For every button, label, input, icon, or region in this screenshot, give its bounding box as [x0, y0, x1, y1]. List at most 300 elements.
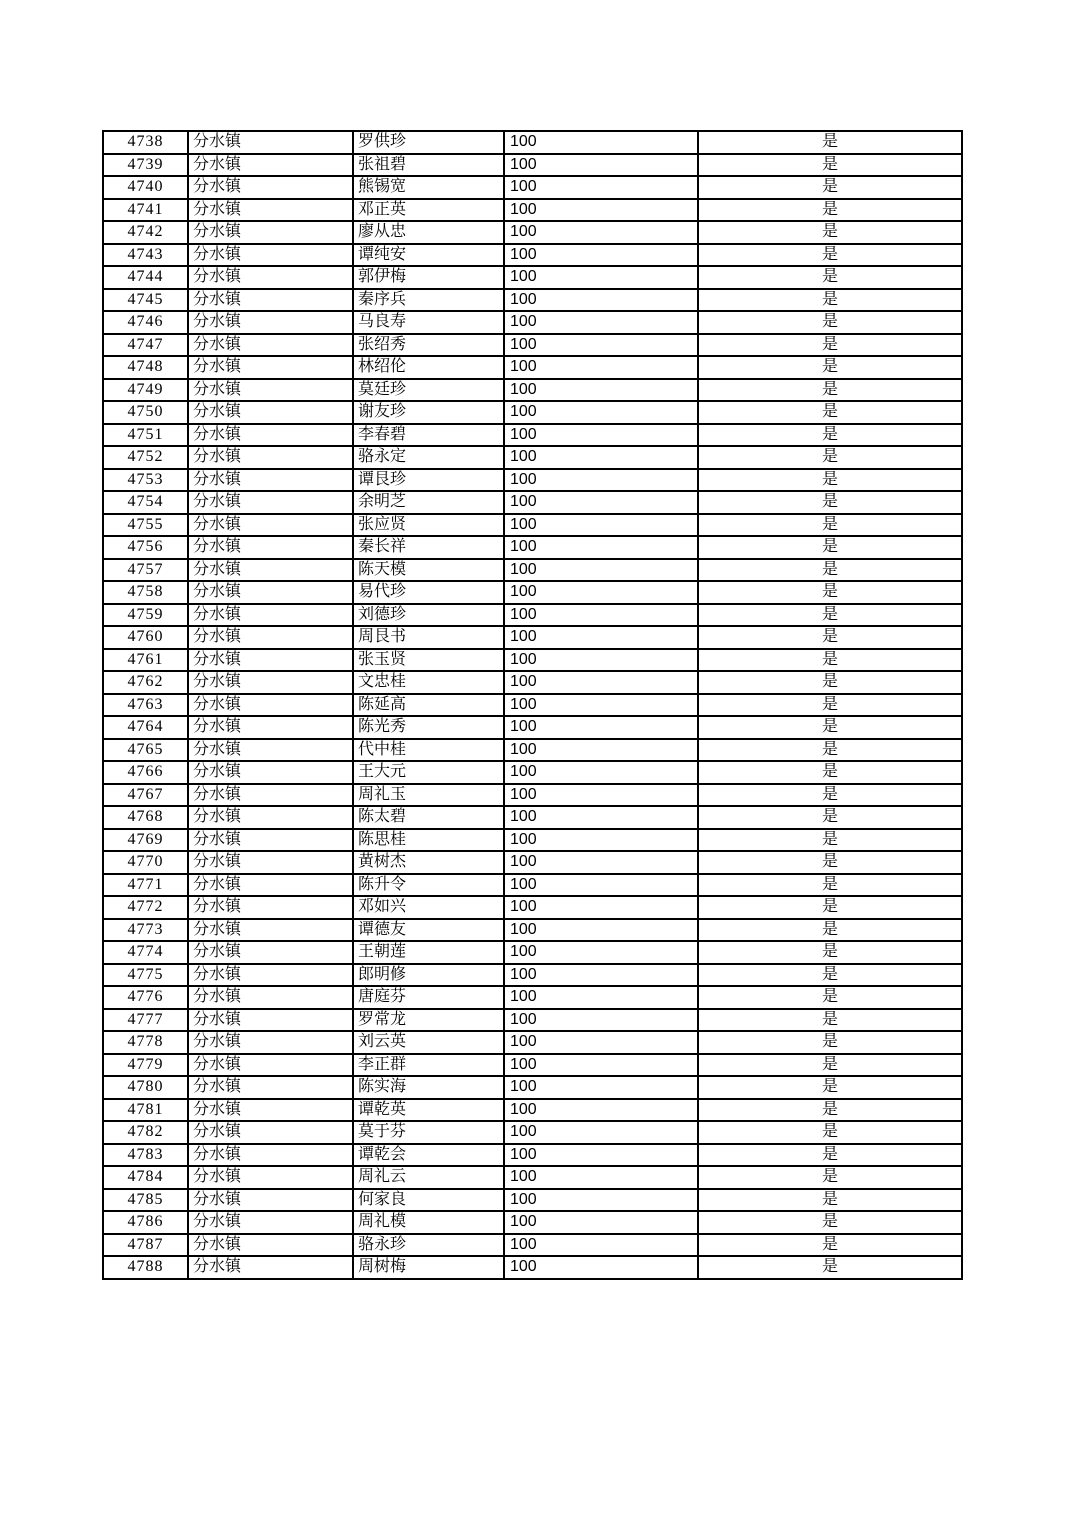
confirmed-cell: 是 [698, 1099, 962, 1122]
serial-number-cell: 4755 [103, 514, 188, 537]
person-name-cell: 廖从忠 [353, 221, 504, 244]
town-cell: 分水镇 [188, 1121, 353, 1144]
roster-table [102, 130, 963, 1280]
town-cell: 分水镇 [188, 536, 353, 559]
town-cell: 分水镇 [188, 1256, 353, 1279]
score-cell: 100 [504, 626, 698, 649]
town-cell: 分水镇 [188, 1166, 353, 1189]
table-row [103, 694, 962, 717]
score-cell: 100 [504, 424, 698, 447]
person-name-cell: 张绍秀 [353, 334, 504, 357]
score-cell: 100 [504, 199, 698, 222]
person-name-cell: 周礼模 [353, 1211, 504, 1234]
serial-number-cell: 4753 [103, 469, 188, 492]
score-cell: 100 [504, 829, 698, 852]
table-row [103, 1031, 962, 1054]
person-name-cell: 余明芝 [353, 491, 504, 514]
town-cell: 分水镇 [188, 1009, 353, 1032]
person-name-cell: 陈天模 [353, 559, 504, 582]
confirmed-cell: 是 [698, 919, 962, 942]
confirmed-cell: 是 [698, 1166, 962, 1189]
town-cell: 分水镇 [188, 199, 353, 222]
town-cell: 分水镇 [188, 739, 353, 762]
score-cell: 100 [504, 266, 698, 289]
confirmed-cell: 是 [698, 536, 962, 559]
confirmed-cell: 是 [698, 491, 962, 514]
person-name-cell: 谭艮珍 [353, 469, 504, 492]
person-name-cell: 唐庭芬 [353, 986, 504, 1009]
table-row [103, 581, 962, 604]
person-name-cell: 秦长祥 [353, 536, 504, 559]
confirmed-cell: 是 [698, 1189, 962, 1212]
table-row [103, 986, 962, 1009]
serial-number-cell: 4761 [103, 649, 188, 672]
town-cell: 分水镇 [188, 176, 353, 199]
table-row [103, 739, 962, 762]
person-name-cell: 刘云英 [353, 1031, 504, 1054]
town-cell: 分水镇 [188, 941, 353, 964]
table-row [103, 334, 962, 357]
table-row [103, 356, 962, 379]
table-row [103, 761, 962, 784]
confirmed-cell: 是 [698, 581, 962, 604]
table-row [103, 1189, 962, 1212]
person-name-cell: 邓如兴 [353, 896, 504, 919]
person-name-cell: 王大元 [353, 761, 504, 784]
serial-number-cell: 4775 [103, 964, 188, 987]
score-cell: 100 [504, 356, 698, 379]
person-name-cell: 骆永珍 [353, 1234, 504, 1257]
person-name-cell: 刘德珍 [353, 604, 504, 627]
table-row [103, 244, 962, 267]
confirmed-cell: 是 [698, 131, 962, 154]
town-cell: 分水镇 [188, 1234, 353, 1257]
score-cell: 100 [504, 154, 698, 177]
confirmed-cell: 是 [698, 1144, 962, 1167]
table-row [103, 199, 962, 222]
confirmed-cell: 是 [698, 739, 962, 762]
score-cell: 100 [504, 986, 698, 1009]
score-cell: 100 [504, 784, 698, 807]
confirmed-cell: 是 [698, 964, 962, 987]
town-cell: 分水镇 [188, 671, 353, 694]
score-cell: 100 [504, 1076, 698, 1099]
table-row [103, 806, 962, 829]
serial-number-cell: 4772 [103, 896, 188, 919]
table-row [103, 649, 962, 672]
table-row [103, 626, 962, 649]
town-cell: 分水镇 [188, 986, 353, 1009]
table-row [103, 1256, 962, 1279]
town-cell: 分水镇 [188, 424, 353, 447]
serial-number-cell: 4770 [103, 851, 188, 874]
person-name-cell: 莫廷珍 [353, 379, 504, 402]
table-row [103, 289, 962, 312]
score-cell: 100 [504, 1211, 698, 1234]
confirmed-cell: 是 [698, 1211, 962, 1234]
score-cell: 100 [504, 874, 698, 897]
table-row [103, 1234, 962, 1257]
table-row [103, 919, 962, 942]
confirmed-cell: 是 [698, 176, 962, 199]
serial-number-cell: 4767 [103, 784, 188, 807]
town-cell: 分水镇 [188, 1076, 353, 1099]
score-cell: 100 [504, 1031, 698, 1054]
confirmed-cell: 是 [698, 334, 962, 357]
serial-number-cell: 4751 [103, 424, 188, 447]
score-cell: 100 [504, 671, 698, 694]
town-cell: 分水镇 [188, 604, 353, 627]
person-name-cell: 黄树杰 [353, 851, 504, 874]
person-name-cell: 谭纯安 [353, 244, 504, 267]
town-cell: 分水镇 [188, 401, 353, 424]
person-name-cell: 罗供珍 [353, 131, 504, 154]
person-name-cell: 熊锡宽 [353, 176, 504, 199]
serial-number-cell: 4744 [103, 266, 188, 289]
score-cell: 100 [504, 514, 698, 537]
town-cell: 分水镇 [188, 491, 353, 514]
table-row [103, 1121, 962, 1144]
serial-number-cell: 4746 [103, 311, 188, 334]
serial-number-cell: 4771 [103, 874, 188, 897]
town-cell: 分水镇 [188, 896, 353, 919]
score-cell: 100 [504, 401, 698, 424]
town-cell: 分水镇 [188, 559, 353, 582]
confirmed-cell: 是 [698, 1031, 962, 1054]
confirmed-cell: 是 [698, 289, 962, 312]
town-cell: 分水镇 [188, 784, 353, 807]
serial-number-cell: 4749 [103, 379, 188, 402]
table-row [103, 221, 962, 244]
person-name-cell: 谭乾会 [353, 1144, 504, 1167]
confirmed-cell: 是 [698, 851, 962, 874]
table-row [103, 874, 962, 897]
serial-number-cell: 4758 [103, 581, 188, 604]
town-cell: 分水镇 [188, 806, 353, 829]
confirmed-cell: 是 [698, 311, 962, 334]
serial-number-cell: 4743 [103, 244, 188, 267]
town-cell: 分水镇 [188, 1189, 353, 1212]
confirmed-cell: 是 [698, 604, 962, 627]
confirmed-cell: 是 [698, 1076, 962, 1099]
town-cell: 分水镇 [188, 244, 353, 267]
person-name-cell: 林绍伦 [353, 356, 504, 379]
score-cell: 100 [504, 469, 698, 492]
town-cell: 分水镇 [188, 311, 353, 334]
serial-number-cell: 4754 [103, 491, 188, 514]
score-cell: 100 [504, 536, 698, 559]
table-row [103, 1009, 962, 1032]
town-cell: 分水镇 [188, 1031, 353, 1054]
confirmed-cell: 是 [698, 379, 962, 402]
confirmed-cell: 是 [698, 244, 962, 267]
table-row [103, 1166, 962, 1189]
confirmed-cell: 是 [698, 446, 962, 469]
person-name-cell: 陈升令 [353, 874, 504, 897]
score-cell: 100 [504, 244, 698, 267]
confirmed-cell: 是 [698, 424, 962, 447]
score-cell: 100 [504, 1009, 698, 1032]
serial-number-cell: 4773 [103, 919, 188, 942]
score-cell: 100 [504, 941, 698, 964]
person-name-cell: 陈太碧 [353, 806, 504, 829]
confirmed-cell: 是 [698, 694, 962, 717]
score-cell: 100 [504, 964, 698, 987]
town-cell: 分水镇 [188, 1211, 353, 1234]
person-name-cell: 邓正英 [353, 199, 504, 222]
town-cell: 分水镇 [188, 829, 353, 852]
serial-number-cell: 4766 [103, 761, 188, 784]
table-row [103, 1054, 962, 1077]
table-row [103, 896, 962, 919]
town-cell: 分水镇 [188, 154, 353, 177]
score-cell: 100 [504, 1234, 698, 1257]
confirmed-cell: 是 [698, 626, 962, 649]
town-cell: 分水镇 [188, 1054, 353, 1077]
table-row [103, 424, 962, 447]
person-name-cell: 周礼云 [353, 1166, 504, 1189]
confirmed-cell: 是 [698, 986, 962, 1009]
person-name-cell: 张玉贤 [353, 649, 504, 672]
confirmed-cell: 是 [698, 829, 962, 852]
table-row [103, 941, 962, 964]
person-name-cell: 何家良 [353, 1189, 504, 1212]
score-cell: 100 [504, 716, 698, 739]
confirmed-cell: 是 [698, 1256, 962, 1279]
person-name-cell: 周树梅 [353, 1256, 504, 1279]
confirmed-cell: 是 [698, 784, 962, 807]
score-cell: 100 [504, 289, 698, 312]
serial-number-cell: 4768 [103, 806, 188, 829]
confirmed-cell: 是 [698, 716, 962, 739]
town-cell: 分水镇 [188, 649, 353, 672]
score-cell: 100 [504, 334, 698, 357]
serial-number-cell: 4748 [103, 356, 188, 379]
town-cell: 分水镇 [188, 964, 353, 987]
town-cell: 分水镇 [188, 1099, 353, 1122]
score-cell: 100 [504, 1144, 698, 1167]
town-cell: 分水镇 [188, 1144, 353, 1167]
score-cell: 100 [504, 221, 698, 244]
score-cell: 100 [504, 131, 698, 154]
table-row [103, 1099, 962, 1122]
town-cell: 分水镇 [188, 694, 353, 717]
table-row [103, 469, 962, 492]
score-cell: 100 [504, 1099, 698, 1122]
person-name-cell: 谭德友 [353, 919, 504, 942]
person-name-cell: 骆永定 [353, 446, 504, 469]
town-cell: 分水镇 [188, 851, 353, 874]
table-row [103, 536, 962, 559]
table-row [103, 379, 962, 402]
serial-number-cell: 4784 [103, 1166, 188, 1189]
score-cell: 100 [504, 581, 698, 604]
person-name-cell: 代中桂 [353, 739, 504, 762]
score-cell: 100 [504, 379, 698, 402]
confirmed-cell: 是 [698, 1234, 962, 1257]
confirmed-cell: 是 [698, 941, 962, 964]
confirmed-cell: 是 [698, 896, 962, 919]
serial-number-cell: 4738 [103, 131, 188, 154]
person-name-cell: 李春碧 [353, 424, 504, 447]
person-name-cell: 陈延高 [353, 694, 504, 717]
confirmed-cell: 是 [698, 761, 962, 784]
table-row [103, 446, 962, 469]
score-cell: 100 [504, 1256, 698, 1279]
person-name-cell: 张祖碧 [353, 154, 504, 177]
score-cell: 100 [504, 446, 698, 469]
table-row [103, 1144, 962, 1167]
table-row [103, 829, 962, 852]
person-name-cell: 周礼玉 [353, 784, 504, 807]
score-cell: 100 [504, 919, 698, 942]
score-cell: 100 [504, 1121, 698, 1144]
table-row [103, 311, 962, 334]
table-row [103, 131, 962, 154]
confirmed-cell: 是 [698, 1121, 962, 1144]
person-name-cell: 郎明修 [353, 964, 504, 987]
serial-number-cell: 4777 [103, 1009, 188, 1032]
table-row [103, 1211, 962, 1234]
serial-number-cell: 4779 [103, 1054, 188, 1077]
serial-number-cell: 4739 [103, 154, 188, 177]
serial-number-cell: 4747 [103, 334, 188, 357]
score-cell: 100 [504, 1166, 698, 1189]
score-cell: 100 [504, 311, 698, 334]
person-name-cell: 马良寿 [353, 311, 504, 334]
score-cell: 100 [504, 649, 698, 672]
town-cell: 分水镇 [188, 919, 353, 942]
serial-number-cell: 4750 [103, 401, 188, 424]
town-cell: 分水镇 [188, 379, 353, 402]
confirmed-cell: 是 [698, 221, 962, 244]
serial-number-cell: 4764 [103, 716, 188, 739]
table-row [103, 671, 962, 694]
serial-number-cell: 4765 [103, 739, 188, 762]
serial-number-cell: 4752 [103, 446, 188, 469]
confirmed-cell: 是 [698, 199, 962, 222]
table-row [103, 716, 962, 739]
score-cell: 100 [504, 806, 698, 829]
score-cell: 100 [504, 896, 698, 919]
serial-number-cell: 4788 [103, 1256, 188, 1279]
serial-number-cell: 4787 [103, 1234, 188, 1257]
table-row [103, 559, 962, 582]
town-cell: 分水镇 [188, 874, 353, 897]
serial-number-cell: 4780 [103, 1076, 188, 1099]
serial-number-cell: 4759 [103, 604, 188, 627]
table-row [103, 266, 962, 289]
score-cell: 100 [504, 694, 698, 717]
confirmed-cell: 是 [698, 806, 962, 829]
confirmed-cell: 是 [698, 469, 962, 492]
score-cell: 100 [504, 176, 698, 199]
table-row [103, 851, 962, 874]
table-row [103, 176, 962, 199]
town-cell: 分水镇 [188, 716, 353, 739]
serial-number-cell: 4757 [103, 559, 188, 582]
confirmed-cell: 是 [698, 874, 962, 897]
person-name-cell: 李正群 [353, 1054, 504, 1077]
person-name-cell: 陈思桂 [353, 829, 504, 852]
serial-number-cell: 4763 [103, 694, 188, 717]
table-row [103, 964, 962, 987]
person-name-cell: 谢友珍 [353, 401, 504, 424]
serial-number-cell: 4782 [103, 1121, 188, 1144]
serial-number-cell: 4742 [103, 221, 188, 244]
serial-number-cell: 4760 [103, 626, 188, 649]
person-name-cell: 陈实海 [353, 1076, 504, 1099]
person-name-cell: 罗常龙 [353, 1009, 504, 1032]
score-cell: 100 [504, 739, 698, 762]
town-cell: 分水镇 [188, 289, 353, 312]
table-row [103, 604, 962, 627]
serial-number-cell: 4776 [103, 986, 188, 1009]
serial-number-cell: 4740 [103, 176, 188, 199]
table-body [103, 131, 962, 1279]
town-cell: 分水镇 [188, 581, 353, 604]
serial-number-cell: 4786 [103, 1211, 188, 1234]
person-name-cell: 张应贤 [353, 514, 504, 537]
serial-number-cell: 4783 [103, 1144, 188, 1167]
serial-number-cell: 4745 [103, 289, 188, 312]
score-cell: 100 [504, 761, 698, 784]
town-cell: 分水镇 [188, 761, 353, 784]
score-cell: 100 [504, 559, 698, 582]
score-cell: 100 [504, 491, 698, 514]
serial-number-cell: 4762 [103, 671, 188, 694]
person-name-cell: 谭乾英 [353, 1099, 504, 1122]
town-cell: 分水镇 [188, 469, 353, 492]
town-cell: 分水镇 [188, 334, 353, 357]
serial-number-cell: 4778 [103, 1031, 188, 1054]
confirmed-cell: 是 [698, 356, 962, 379]
confirmed-cell: 是 [698, 154, 962, 177]
person-name-cell: 文忠桂 [353, 671, 504, 694]
person-name-cell: 莫于芬 [353, 1121, 504, 1144]
town-cell: 分水镇 [188, 221, 353, 244]
confirmed-cell: 是 [698, 401, 962, 424]
person-name-cell: 秦序兵 [353, 289, 504, 312]
table-row [103, 154, 962, 177]
person-name-cell: 王朝莲 [353, 941, 504, 964]
serial-number-cell: 4769 [103, 829, 188, 852]
table-row [103, 491, 962, 514]
score-cell: 100 [504, 851, 698, 874]
person-name-cell: 郭伊梅 [353, 266, 504, 289]
serial-number-cell: 4781 [103, 1099, 188, 1122]
score-cell: 100 [504, 1189, 698, 1212]
town-cell: 分水镇 [188, 446, 353, 469]
table-row [103, 784, 962, 807]
person-name-cell: 陈光秀 [353, 716, 504, 739]
serial-number-cell: 4756 [103, 536, 188, 559]
town-cell: 分水镇 [188, 266, 353, 289]
serial-number-cell: 4785 [103, 1189, 188, 1212]
table-row [103, 514, 962, 537]
confirmed-cell: 是 [698, 671, 962, 694]
confirmed-cell: 是 [698, 514, 962, 537]
score-cell: 100 [504, 1054, 698, 1077]
table-row [103, 1076, 962, 1099]
person-name-cell: 易代珍 [353, 581, 504, 604]
serial-number-cell: 4741 [103, 199, 188, 222]
confirmed-cell: 是 [698, 649, 962, 672]
person-name-cell: 周艮书 [353, 626, 504, 649]
score-cell: 100 [504, 604, 698, 627]
serial-number-cell: 4774 [103, 941, 188, 964]
confirmed-cell: 是 [698, 266, 962, 289]
